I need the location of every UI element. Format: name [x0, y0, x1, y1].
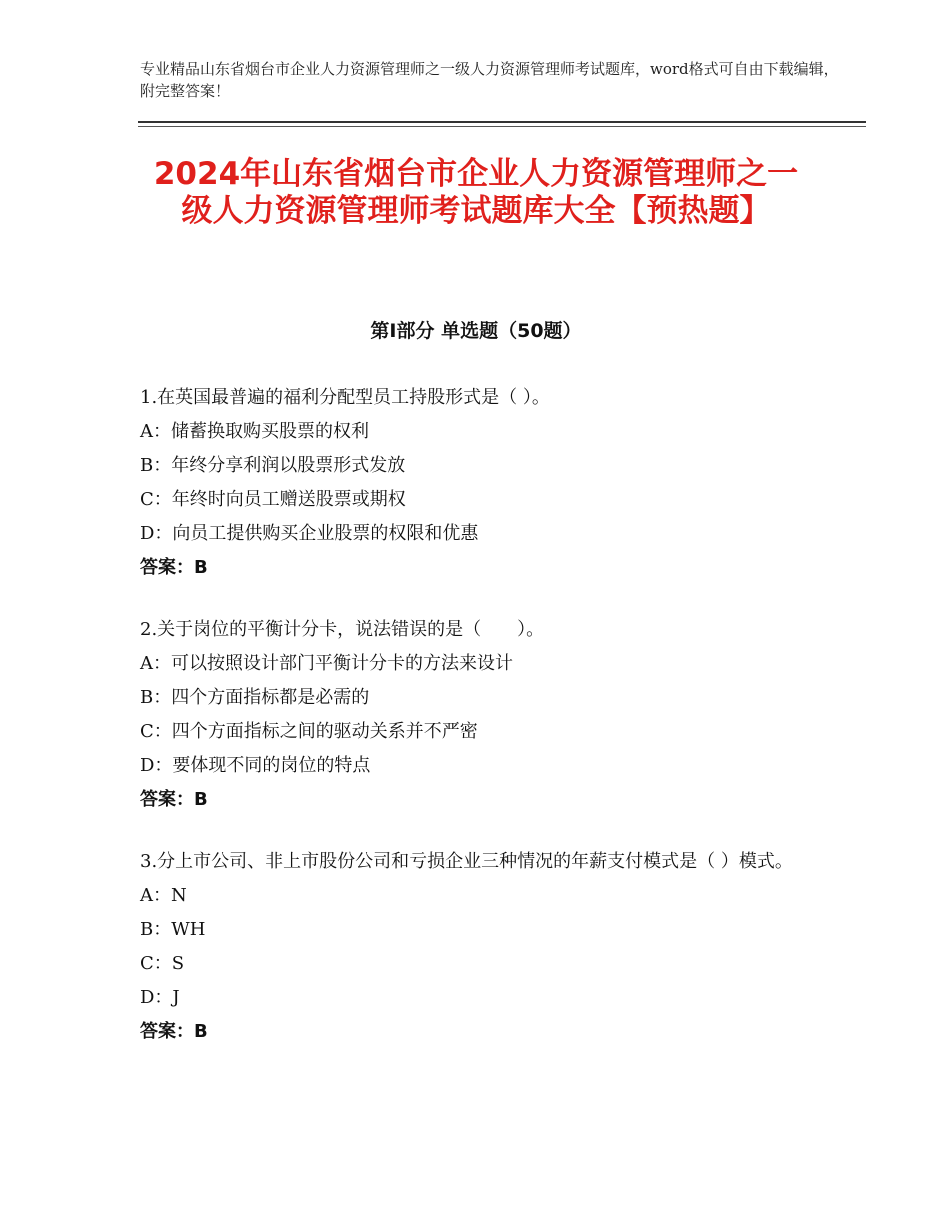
option-b: B：WH — [140, 919, 206, 940]
header-rule-thin — [138, 126, 866, 127]
answer: 答案：B — [140, 789, 208, 810]
option-a: A：储蓄换取购买股票的权利 — [140, 421, 369, 442]
option-b: B：年终分享利润以股票形式发放 — [140, 455, 406, 476]
option-b: B：四个方面指标都是必需的 — [140, 687, 370, 708]
option-a: A：可以按照设计部门平衡计分卡的方法来设计 — [140, 653, 513, 674]
question-1 — [140, 381, 820, 585]
question-list — [140, 381, 820, 1077]
question-text: 1.在英国最普遍的福利分配型员工持股形式是（ ）。 — [140, 387, 550, 408]
option-d: D：向员工提供购买企业股票的权限和优惠 — [140, 523, 479, 544]
header-rule-thick — [138, 121, 866, 123]
header-note: 专业精品山东省烟台市企业人力资源管理师之一级人力资源管理师考试题库，word格式可自由下载编辑，附完整答案！ — [140, 60, 839, 100]
question-2 — [140, 613, 820, 817]
document-title: 2024年山东省烟台市企业人力资源管理师之一级人力资源管理师考试题库大全【预热题】 — [153, 156, 799, 229]
question-text: 3.分上市公司、非上市股份公司和亏损企业三种情况的年薪支付模式是（ ）模式。 — [140, 851, 793, 872]
question-3 — [140, 845, 820, 1049]
section-heading: 第Ⅰ部分 单选题（50题） — [370, 320, 582, 342]
option-c: C：四个方面指标之间的驱动关系并不严密 — [140, 721, 478, 742]
question-text: 2.关于岗位的平衡计分卡，说法错误的是（ ）。 — [140, 619, 545, 640]
option-c: C：年终时向员工赠送股票或期权 — [140, 489, 406, 510]
option-a: A：N — [140, 885, 187, 906]
option-c: C：S — [140, 953, 185, 974]
option-d: D：要体现不同的岗位的特点 — [140, 755, 371, 776]
answer: 答案：B — [140, 557, 208, 578]
answer: 答案：B — [140, 1021, 208, 1042]
option-d: D：J — [140, 987, 180, 1008]
